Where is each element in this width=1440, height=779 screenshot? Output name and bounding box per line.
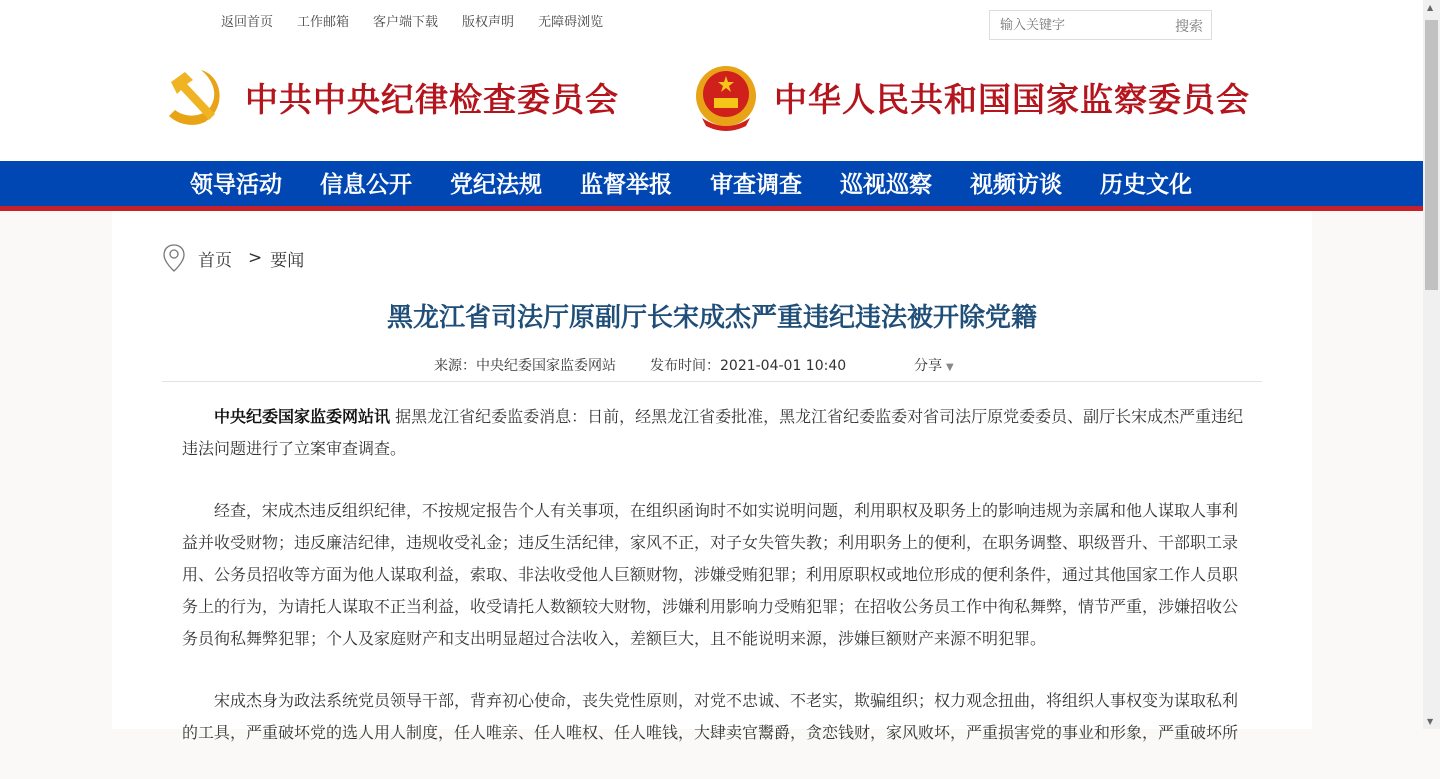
share-label: 分享 — [914, 358, 942, 374]
link-email[interactable]: 工作邮箱 — [297, 15, 350, 30]
scrollbar-thumb[interactable] — [1425, 20, 1438, 290]
header — [0, 0, 1423, 161]
breadcrumb — [162, 243, 304, 273]
nav-report[interactable]: 监督举报 — [580, 171, 672, 198]
nsc-name: 中华人民共和国国家监察委员会 — [774, 79, 1250, 119]
search-input[interactable] — [1000, 17, 1150, 32]
top-links — [221, 11, 603, 30]
link-client-download[interactable]: 客户端下载 — [373, 15, 439, 30]
nav-regulations[interactable]: 党纪法规 — [450, 171, 542, 198]
link-copyright[interactable]: 版权声明 — [462, 15, 515, 30]
divider — [162, 381, 1262, 382]
nav-leadership[interactable]: 领导活动 — [190, 171, 282, 198]
chevron-down-icon: ▼ — [946, 362, 954, 373]
article-time: 发布时间：2021-04-01 10:40 — [650, 358, 847, 374]
ccdi-logo[interactable] — [163, 64, 619, 130]
ccdi-name: 中共中央纪律检查委员会 — [245, 79, 619, 119]
paragraph: 宋成杰身为政法系统党员领导干部，背弃初心使命，丧失党性原则，对党不忠诚、不老实，欺骗组织；权力观念扭曲，将组织人事权变为谋取私利的工具，严重破坏党的选人用人制度，任人唯亲、任人唯权、任人唯钱，大肆卖官鬻爵，贪恋钱财，家风败坏，严重损害党的事业和形象，严重破坏所 — [182, 691, 1239, 742]
party-emblem-icon — [163, 64, 229, 130]
nav-history[interactable]: 历史文化 — [1100, 171, 1192, 198]
location-pin-icon — [162, 243, 186, 273]
breadcrumb-separator: > — [248, 248, 263, 268]
paragraph — [182, 401, 1244, 465]
scroll-down-icon[interactable]: ▼ — [1427, 717, 1434, 726]
nav-video[interactable]: 视频访谈 — [970, 171, 1062, 198]
breadcrumb-current[interactable]: 要闻 — [270, 250, 305, 271]
nsc-logo[interactable] — [692, 62, 1250, 132]
article-source: 来源：中央纪委国家监委网站 — [434, 358, 616, 374]
article-container — [112, 211, 1312, 742]
search-button[interactable]: 搜索 — [1175, 19, 1203, 35]
nav-info[interactable]: 信息公开 — [320, 171, 412, 198]
share-button[interactable] — [914, 355, 954, 375]
breadcrumb-home[interactable]: 首页 — [198, 250, 232, 271]
national-emblem-icon — [692, 62, 760, 132]
link-accessibility[interactable]: 无障碍浏览 — [538, 15, 604, 30]
lead-source: 中央纪委国家监委网站讯 — [214, 407, 391, 426]
paragraph-text: 据黑龙江省纪委监委消息：日前，经黑龙江省委批准，黑龙江省纪委监委对省司法厅原党委委员、副厅长宋成杰严重违纪违法问题进行了立案审查调查。 — [182, 407, 1244, 458]
article-body — [182, 401, 1244, 779]
search-box — [989, 10, 1212, 40]
link-home[interactable]: 返回首页 — [221, 15, 274, 30]
nav-inspection[interactable]: 巡视巡察 — [840, 171, 932, 198]
main-nav — [0, 161, 1423, 211]
scroll-up-icon[interactable]: ▲ — [1427, 3, 1434, 12]
paragraph: 经查，宋成杰违反组织纪律，不按规定报告个人有关事项，在组织函询时不如实说明问题，利用职权及职务上的影响违规为亲属和他人谋取人事利益并收受财物；违反廉洁纪律，违规收受礼金；违反生活纪律，家风不正，对子女失管失教；利用职务上的便利，在职务调整、职级晋升、干部职工录用、公务员招收等方面为他人谋取利益，索取、非法收受他人巨额财物，涉嫌受贿犯罪；利用原职权或地位形成的便利条件，通过其他国家工作人员职务上的行为，为请托人谋取不正当利益，收受请托人数额较大财物，涉嫌利用影响力受贿犯罪；在招收公务员工作中徇私舞弊，情节严重，涉嫌招收公务员徇私舞弊犯罪；个人及家庭财产和支出明显超过合法收入，差额巨大，且不能说明来源，涉嫌巨额财产来源不明犯罪。 — [182, 501, 1239, 648]
article-title: 黑龙江省司法厅原副厅长宋成杰严重违纪违法被开除党籍 — [386, 303, 1037, 333]
nav-investigation[interactable]: 审查调查 — [710, 171, 802, 198]
